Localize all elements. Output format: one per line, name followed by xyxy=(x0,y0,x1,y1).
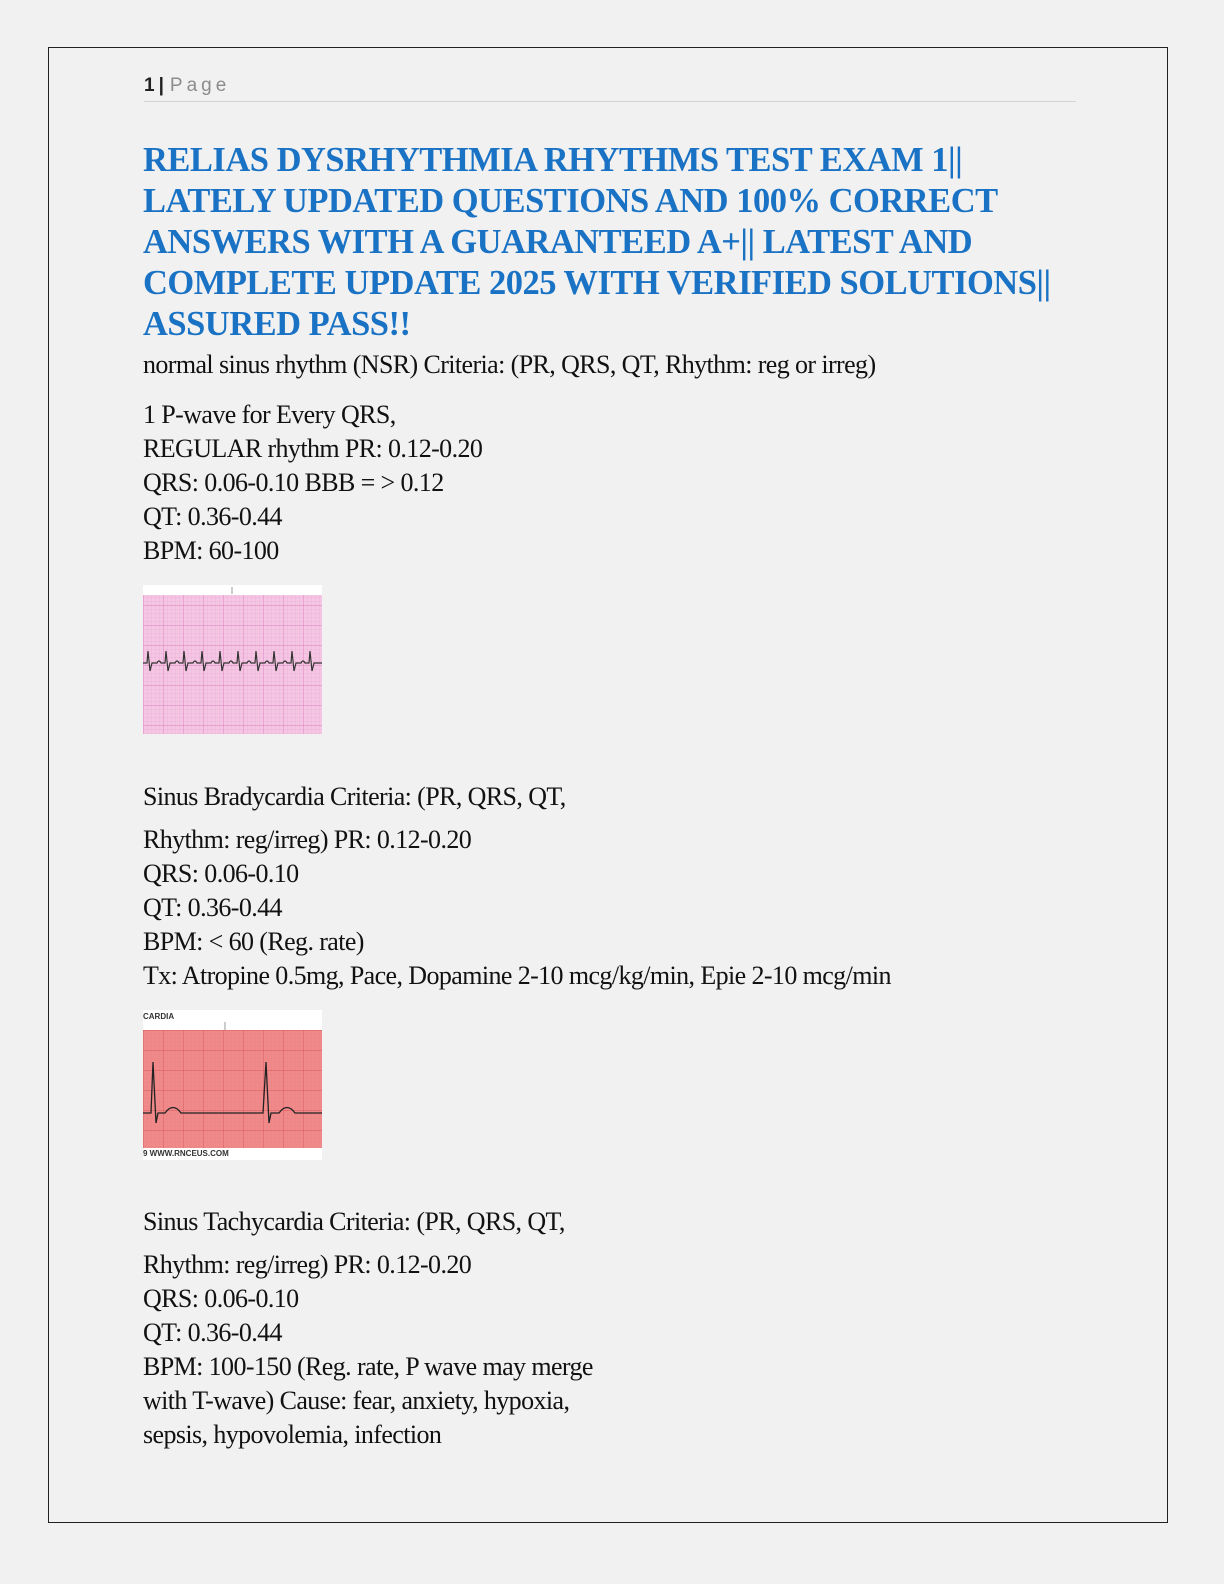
brady-image-caption-top: CARDIA xyxy=(143,1012,175,1021)
brady-line: BPM: < 60 (Reg. rate) xyxy=(143,927,364,956)
brady-heading: Sinus Bradycardia Criteria: (PR, QRS, QT, xyxy=(143,782,566,811)
nsr-line: 1 P-wave for Every QRS, xyxy=(143,400,396,429)
nsr-ecg-strip-image xyxy=(143,585,322,734)
brady-ecg-strip-image xyxy=(143,1010,322,1160)
nsr-line: QT: 0.36-0.44 xyxy=(143,502,282,531)
page-label: Page xyxy=(169,75,231,96)
brady-image-caption-bottom: 9 WWW.RNCEUS.COM xyxy=(143,1149,229,1158)
tachy-criteria xyxy=(143,1248,593,1452)
document-title: RELIAS DYSRHYTHMIA RHYTHMS TEST EXAM 1|| LATELY UPDATED QUESTIONS AND 100% CORRECT ANSWERS WITH A GUARANTEED A+|| LATEST AND COMPLETE UPDATE 2025 WITH VERIFIED SOLUTIONS|| ASSURED PASS!! xyxy=(143,141,1051,343)
tachy-line: QT: 0.36-0.44 xyxy=(143,1318,282,1347)
tachy-line: sepsis, hypovolemia, infection xyxy=(143,1420,442,1449)
tachy-heading: Sinus Tachycardia Criteria: (PR, QRS, QT, xyxy=(143,1207,565,1236)
brady-line: QRS: 0.06-0.10 xyxy=(143,859,299,888)
brady-line: Tx: Atropine 0.5mg, Pace, Dopamine 2-10 mcg/kg/min, Epie 2-10 mcg/min xyxy=(143,961,891,990)
brady-line: QT: 0.36-0.44 xyxy=(143,893,282,922)
page-header xyxy=(144,72,1076,102)
page-number: 1 xyxy=(144,75,155,96)
brady-line: Rhythm: reg/irreg) PR: 0.12-0.20 xyxy=(143,825,472,854)
tachy-line: Rhythm: reg/irreg) PR: 0.12-0.20 xyxy=(143,1250,472,1279)
tachy-line: QRS: 0.06-0.10 xyxy=(143,1284,299,1313)
nsr-line: QRS: 0.06-0.10 BBB = > 0.12 xyxy=(143,468,444,497)
brady-criteria xyxy=(143,823,891,993)
nsr-line: REGULAR rhythm PR: 0.12-0.20 xyxy=(143,434,483,463)
page-separator: | xyxy=(158,75,164,96)
tachy-line: BPM: 100-150 (Reg. rate, P wave may merge xyxy=(143,1352,593,1381)
nsr-criteria xyxy=(143,398,482,568)
nsr-heading: normal sinus rhythm (NSR) Criteria: (PR, QRS, QT, Rhythm: reg or irreg) xyxy=(143,350,876,379)
tachy-line: with T-wave) Cause: fear, anxiety, hypoxia, xyxy=(143,1386,570,1415)
nsr-line: BPM: 60-100 xyxy=(143,536,279,565)
